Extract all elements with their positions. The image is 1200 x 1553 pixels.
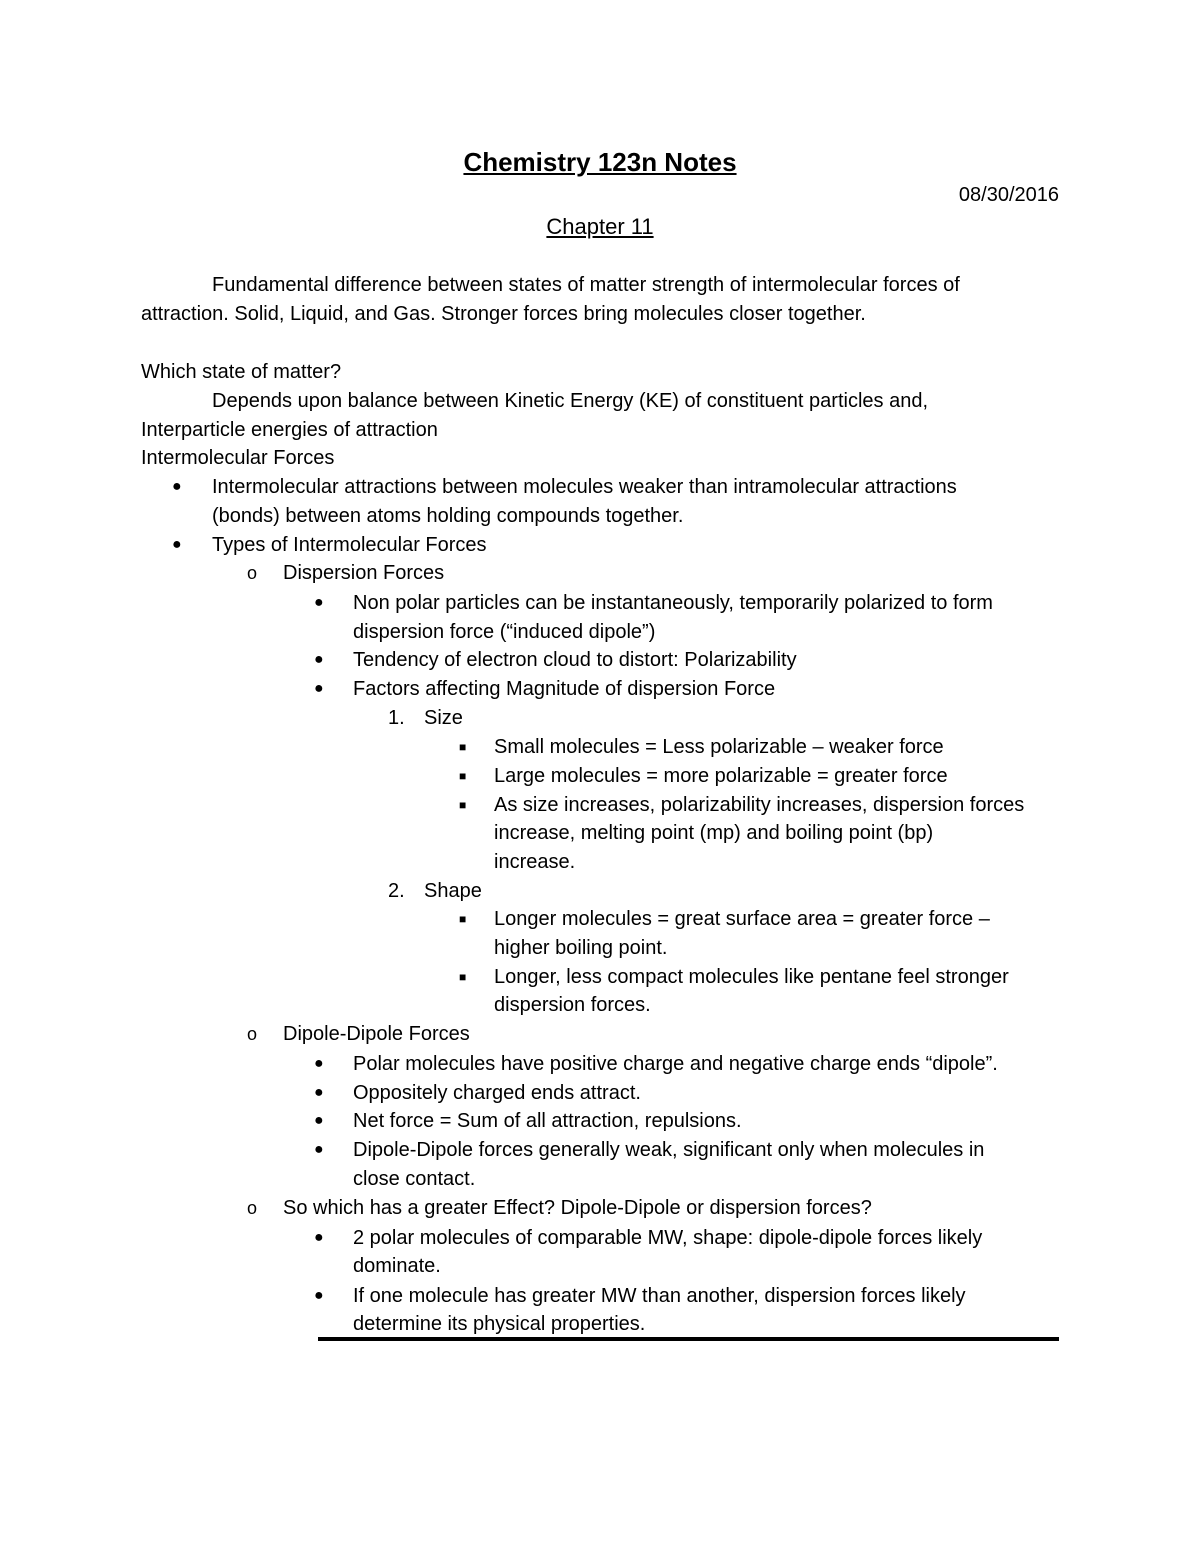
bullet-icon: ● — [314, 651, 324, 668]
square-bullet-icon: ■ — [459, 740, 467, 754]
shape-item-2-line-2: dispersion forces. — [494, 994, 651, 1016]
size-item-2: Large molecules = more polarizable = greater force — [494, 765, 948, 787]
comparison-item-2-line-2: determine its physical properties. — [353, 1313, 646, 1335]
page-title: Chemistry 123n Notes — [463, 147, 737, 177]
shape-heading: Shape — [424, 880, 482, 902]
dipole-item-4-line-2: close contact. — [353, 1168, 476, 1190]
size-item-3-line-2: increase, melting point (mp) and boiling point (bp) — [494, 822, 934, 844]
dipole-item-3: Net force = Sum of all attraction, repulsions. — [353, 1110, 742, 1132]
bullet-icon: ● — [314, 594, 324, 611]
size-item-3-line-3: increase. — [494, 851, 576, 873]
which-state-line-1: Depends upon balance between Kinetic Energy (KE) of constituent particles and, — [212, 390, 928, 412]
dispersion-heading: Dispersion Forces — [283, 562, 445, 584]
square-bullet-icon: ■ — [459, 769, 467, 783]
chapter-heading: Chapter 11 — [546, 214, 654, 239]
circle-bullet-icon: o — [247, 563, 258, 583]
which-state-line-2: Interparticle energies of attraction — [141, 419, 438, 441]
list-number: 2. — [388, 880, 405, 902]
size-item-1: Small molecules = Less polarizable – weaker force — [494, 736, 944, 758]
comparison-heading: So which has a greater Effect? Dipole-Dipole or dispersion forces? — [283, 1197, 872, 1219]
bullet-2: Types of Intermolecular Forces — [212, 534, 487, 556]
dipole-item-4-line-1: Dipole-Dipole forces generally weak, significant only when molecules in — [353, 1139, 985, 1161]
bullet-icon: ● — [314, 1229, 324, 1246]
comparison-item-1-line-1: 2 polar molecules of comparable MW, shape: dipole-dipole forces likely — [353, 1227, 983, 1249]
circle-bullet-icon: o — [247, 1198, 258, 1218]
dipole-heading: Dipole-Dipole Forces — [283, 1023, 470, 1045]
shape-item-2-line-1: Longer, less compact molecules like pentane feel stronger — [494, 966, 1009, 988]
bullet-icon: ● — [172, 536, 182, 553]
square-bullet-icon: ■ — [459, 970, 467, 984]
shape-item-1-line-2: higher boiling point. — [494, 937, 668, 959]
intro-line-2: attraction. Solid, Liquid, and Gas. Stronger forces bring molecules closer together. — [141, 303, 866, 325]
bullet-1-line-2: (bonds) between atoms holding compounds together. — [212, 505, 684, 527]
bullet-icon: ● — [314, 1055, 324, 1072]
size-item-3-line-1: As size increases, polarizability increases, dispersion forces — [494, 794, 1025, 816]
comparison-item-2-line-1: If one molecule has greater MW than another, dispersion forces likely — [353, 1285, 966, 1307]
square-bullet-icon: ■ — [459, 798, 467, 812]
intro-line-1: Fundamental difference between states of matter strength of intermolecular forces of — [212, 274, 960, 296]
comparison-item-1-line-2: dominate. — [353, 1255, 441, 1277]
bullet-icon: ● — [172, 478, 182, 495]
list-number: 1. — [388, 707, 405, 729]
horizontal-rule — [318, 1337, 1059, 1341]
dispersion-item-2: Tendency of electron cloud to distort: Polarizability — [353, 649, 797, 671]
bullet-icon: ● — [314, 1141, 324, 1158]
dipole-item-2: Oppositely charged ends attract. — [353, 1082, 641, 1104]
shape-item-1-line-1: Longer molecules = great surface area = greater force – — [494, 908, 990, 930]
circle-bullet-icon: o — [247, 1024, 258, 1044]
dispersion-item-1-line-2: dispersion force (“induced dipole”) — [353, 621, 656, 643]
bullet-icon: ● — [314, 1112, 324, 1129]
bullet-icon: ● — [314, 680, 324, 697]
dispersion-item-3: Factors affecting Magnitude of dispersion Force — [353, 678, 776, 700]
size-heading: Size — [424, 707, 463, 729]
which-state-question: Which state of matter? — [141, 361, 342, 383]
note-date: 08/30/2016 — [958, 184, 1059, 206]
imf-heading: Intermolecular Forces — [141, 447, 335, 469]
bullet-1-line-1: Intermolecular attractions between molecules weaker than intramolecular attractions — [212, 476, 957, 498]
bullet-icon: ● — [314, 1287, 324, 1304]
square-bullet-icon: ■ — [459, 912, 467, 926]
bullet-icon: ● — [314, 1084, 324, 1101]
dispersion-item-1-line-1: Non polar particles can be instantaneously, temporarily polarized to form — [353, 592, 993, 614]
dipole-item-1: Polar molecules have positive charge and negative charge ends “dipole”. — [353, 1053, 998, 1075]
